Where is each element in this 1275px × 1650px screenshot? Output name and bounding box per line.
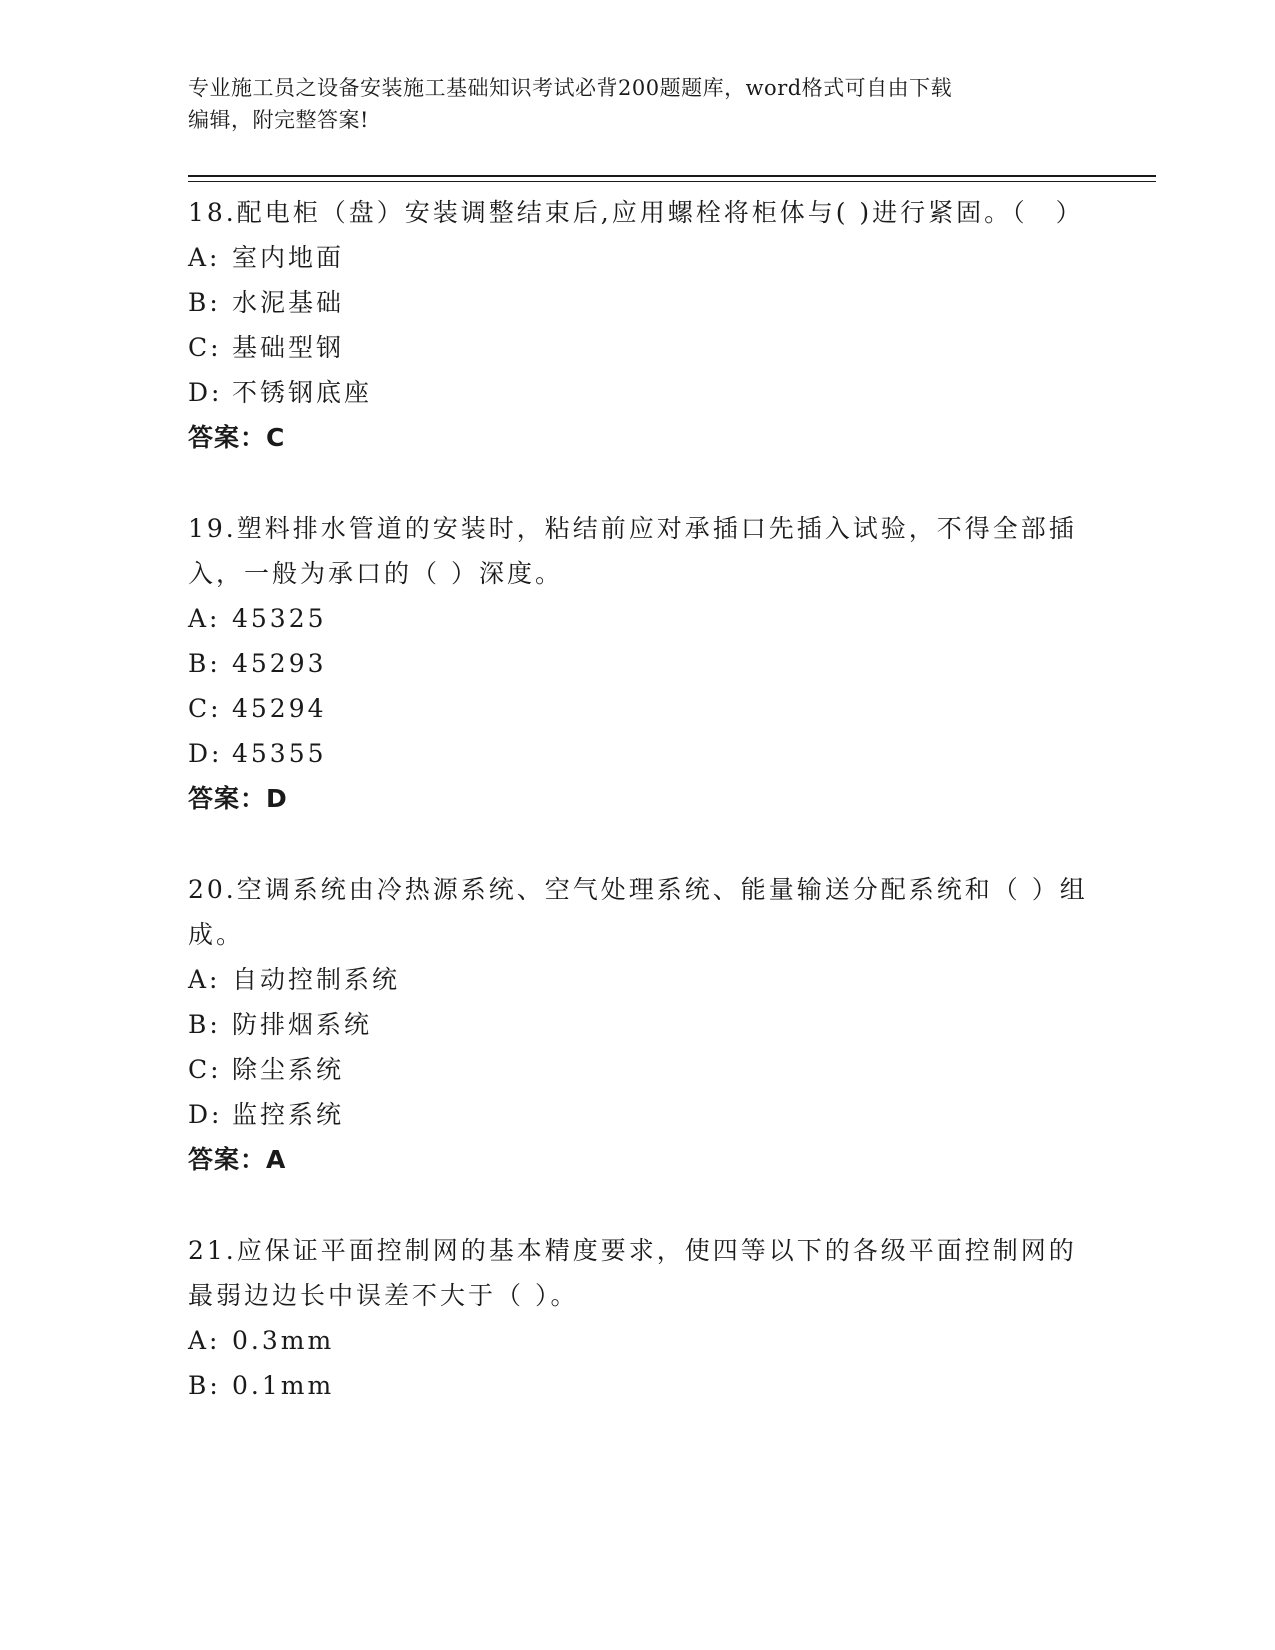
option-b [188,641,1088,686]
answer-line: 答案：C [188,423,286,452]
question-text: 19.塑料排水管道的安装时，粘结前应对承插口先插入试验，不得全部插入，一般为承口的（ ）深度。 [188,514,1077,588]
option-a [188,235,1088,280]
option-text: 基础型钢 [232,333,345,362]
header-title-line1: 专业施工员之设备安装施工基础知识考试必背200题题库，word格式可自由下载 [188,76,953,100]
option-text: 45294 [232,694,327,723]
option-letter: C: [188,694,222,723]
option-text: 0.3mm [232,1326,335,1355]
question-20 [188,867,1088,1182]
question-text: 21.应保证平面控制网的基本精度要求，使四等以下的各级平面控制网的最弱边边长中误差不大于（ ）。 [188,1236,1077,1310]
option-text: 防排烟系统 [232,1010,373,1039]
question-text: 18.配电柜（盘）安装调整结束后,应用螺栓将柜体与( )进行紧固。（ ） [188,198,1084,227]
option-letter: B: [188,288,221,317]
option-a [188,1318,1088,1363]
header-divider-thick [188,175,1156,177]
option-letter: B: [188,649,221,678]
option-d [188,1092,1088,1137]
header-divider-thin [188,181,1156,182]
option-letter: D: [188,739,223,768]
option-text: 0.1mm [232,1371,335,1400]
option-c [188,1047,1088,1092]
option-d [188,731,1088,776]
answer-line: 答案：D [188,784,288,813]
option-letter: C: [188,333,222,362]
header-title-line2: 编辑，附完整答案! [188,108,369,132]
option-a [188,957,1088,1002]
option-text: 45325 [232,604,327,633]
option-b [188,1363,1088,1408]
option-letter: B: [188,1371,221,1400]
option-c [188,686,1088,731]
option-a [188,596,1088,641]
option-text: 不锈钢底座 [232,378,373,407]
option-c [188,325,1088,370]
option-text: 45293 [232,649,327,678]
option-text: 水泥基础 [232,288,345,317]
option-letter: D: [188,1100,223,1129]
option-letter: A: [188,604,221,633]
option-b [188,1002,1088,1047]
option-d [188,370,1088,415]
question-text: 20.空调系统由冷热源系统、空气处理系统、能量输送分配系统和（ ）组成。 [188,875,1088,949]
option-letter: B: [188,1010,221,1039]
document-header [188,72,1088,136]
option-letter: C: [188,1055,222,1084]
question-19 [188,506,1088,821]
option-text: 室内地面 [232,243,345,272]
option-letter: A: [188,243,221,272]
question-21 [188,1228,1088,1408]
question-18 [188,190,1088,460]
option-letter: A: [188,1326,221,1355]
option-letter: D: [188,378,223,407]
option-letter: A: [188,965,221,994]
option-text: 自动控制系统 [232,965,401,994]
option-text: 45355 [232,739,327,768]
answer-line: 答案：A [188,1145,287,1174]
option-b [188,280,1088,325]
option-text: 监控系统 [232,1100,345,1129]
question-list [188,190,1088,1454]
option-text: 除尘系统 [232,1055,345,1084]
